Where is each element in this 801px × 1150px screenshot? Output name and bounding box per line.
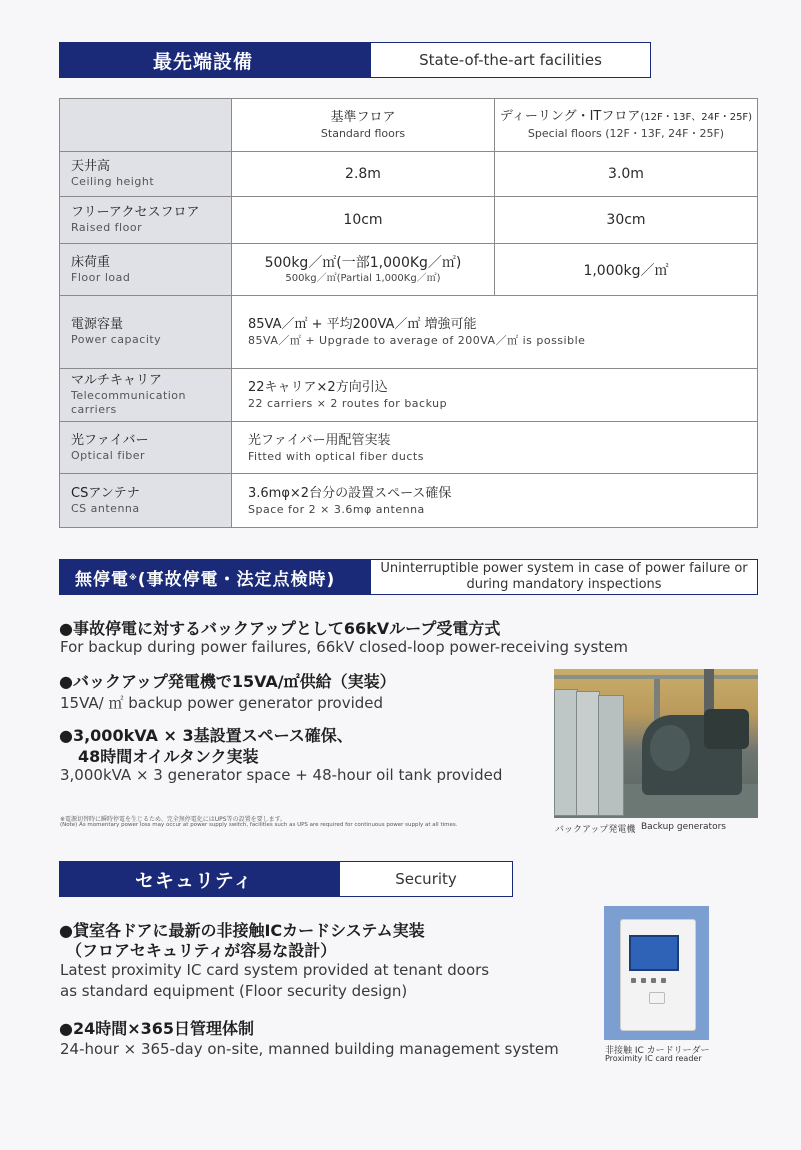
row-label-jp: マルチキャリア <box>71 373 163 388</box>
ups-bullet-3-en: 3,000kVA × 3 generator space + 48-hour oil tank provided <box>60 766 503 784</box>
cell-merged <box>232 296 758 369</box>
table-row <box>60 296 758 369</box>
ups-title-en-line1: Uninterruptible power system in case of power failure or <box>380 561 748 576</box>
table-row <box>60 474 758 528</box>
table-corner-cell <box>60 99 232 152</box>
card-reader-device <box>620 919 696 1031</box>
special-floors-note: (12F・13F、24F・25F) <box>640 112 753 123</box>
cell-value-jp: 光ファイバー用配管実装 <box>248 432 391 448</box>
security-bullet-1-jp: ●貸室各ドアに最新の非接触ICカードシステム実装 <box>59 921 425 940</box>
cell-merged <box>232 474 758 528</box>
row-label-en: Raised floor <box>71 221 143 234</box>
ups-note-jp: ※電源切替時に瞬時停電を生じるため、完全無停電化にはUPS等の設置を要します。 <box>60 816 287 823</box>
row-label-en: Telecommunication carriers <box>71 389 187 416</box>
special-floors-en: Special floors (12F・13F, 24F・25F) <box>527 127 725 140</box>
ups-bullet-1-en: For backup during power failures, 66kV closed-loop power-receiving system <box>60 638 628 656</box>
cell-value-en: Space for 2 × 3.6mφ antenna <box>248 502 425 516</box>
row-label-en: Optical fiber <box>71 448 146 462</box>
row-label-en: Power capacity <box>71 333 162 346</box>
security-title-en: Security <box>340 861 513 897</box>
cell-special: 1,000kg／㎡ <box>495 244 758 296</box>
row-label-jp: CSアンテナ <box>71 485 140 501</box>
ups-bullet-1-jp: ●事故停電に対するバックアップとして66kVループ受電方式 <box>59 619 501 638</box>
cell-value-jp: 22キャリア×2方向引込 <box>248 380 388 395</box>
security-bullet-1-jp2: （フロアセキュリティが容易な設計） <box>66 941 337 960</box>
backup-generator-photo <box>554 669 758 818</box>
generator-caption-jp: バックアップ発電機 <box>555 825 636 835</box>
ups-note-en: (Note) As momentary power loss may occur at power supply switch, facilities such as UPS are required for continuous power supply at all times. <box>60 822 458 828</box>
card-reader-caption-en: Proximity IC card reader <box>605 1054 702 1063</box>
facilities-title-jp: 最先端設備 <box>59 42 371 78</box>
cell-standard <box>232 244 495 296</box>
cell-value-jp: 500kg／㎡(一部1,000Kg／㎡) <box>264 255 462 271</box>
row-label-jp: フリーアクセスフロア <box>71 205 200 220</box>
generator-caption-en: Backup generators <box>641 822 726 832</box>
facilities-spec-table <box>59 98 758 528</box>
cell-merged <box>232 369 758 422</box>
ups-title-en <box>371 559 758 595</box>
cell-value-en: Fitted with optical fiber ducts <box>248 449 424 463</box>
ups-title-en-line2: during mandatory inspections <box>466 577 662 592</box>
cell-value-en: 85VA／㎡ + Upgrade to average of 200VA／㎡ is possible <box>248 334 586 347</box>
ups-bullet-3-jp2: 48時間オイルタンク実装 <box>78 747 259 766</box>
cell-special: 30cm <box>495 197 758 244</box>
row-label-en: Ceiling height <box>71 175 155 188</box>
ups-title-main: 無停電 <box>75 569 129 590</box>
row-label <box>60 296 232 369</box>
ups-bullet-2-en: 15VA/ ㎡ backup power generator provided <box>60 694 384 712</box>
row-label-jp: 光ファイバー <box>71 432 149 448</box>
table-row <box>60 244 758 296</box>
cell-value-en: 22 carriers × 2 routes for backup <box>248 397 448 410</box>
row-label-en: Floor load <box>71 270 131 284</box>
row-label-jp: 天井高 <box>71 159 111 174</box>
ups-header <box>59 559 758 595</box>
row-label <box>60 422 232 474</box>
standard-floors-jp: 基準フロア <box>330 109 396 125</box>
cell-special: 3.0m <box>495 152 758 197</box>
table-row <box>60 197 758 244</box>
cell-standard: 10cm <box>232 197 495 244</box>
card-reader-caption-jp: 非接触 IC カードリーダー <box>605 1046 710 1056</box>
table-row <box>60 152 758 197</box>
facilities-title-en: State-of-the-art facilities <box>371 42 651 78</box>
cell-value-jp: 85VA／㎡ + 平均200VA／㎡ 増強可能 <box>248 317 477 332</box>
table-header-row <box>60 99 758 152</box>
row-label-jp: 電源容量 <box>71 317 124 332</box>
row-label <box>60 244 232 296</box>
special-floors-header <box>495 99 758 152</box>
ups-bullet-2-jp: ●バックアップ発電機で15VA/㎡供給（実装） <box>59 672 396 691</box>
row-label <box>60 152 232 197</box>
cell-standard: 2.8m <box>232 152 495 197</box>
security-bullet-2-en: 24-hour × 365-day on-site, manned building management system <box>60 1040 559 1058</box>
row-label-jp: 床荷重 <box>71 254 111 270</box>
standard-floors-header <box>232 99 495 152</box>
ups-title-jp <box>59 559 371 595</box>
row-label <box>60 474 232 528</box>
table-row <box>60 369 758 422</box>
special-floors-jp: ディーリング・ITフロア <box>499 109 641 124</box>
ups-title-sub: (事故停電・法定点検時) <box>137 569 336 590</box>
facilities-header <box>59 42 651 78</box>
security-header <box>59 861 513 897</box>
table-row <box>60 422 758 474</box>
security-bullet-1-en: Latest proximity IC card system provided at tenant doors <box>60 961 490 979</box>
row-label <box>60 197 232 244</box>
security-bullet-1-en2: as standard equipment (Floor security design) <box>60 982 408 1000</box>
row-label-en: CS antenna <box>71 501 140 515</box>
security-bullet-2-jp: ●24時間×365日管理体制 <box>59 1019 255 1038</box>
cell-merged <box>232 422 758 474</box>
row-label <box>60 369 232 422</box>
security-title-jp: セキュリティ <box>59 861 340 897</box>
cell-value-en: 500kg／㎡(Partial 1,000Kg／㎡) <box>285 273 441 284</box>
cell-value-jp: 3.6mφ×2台分の設置スペース確保 <box>248 485 452 501</box>
ups-bullet-3-jp: ●3,000kVA × 3基設置スペース確保、 <box>59 726 353 745</box>
ups-title-sup: ※ <box>129 572 138 582</box>
standard-floors-en: Standard floors <box>320 126 406 140</box>
